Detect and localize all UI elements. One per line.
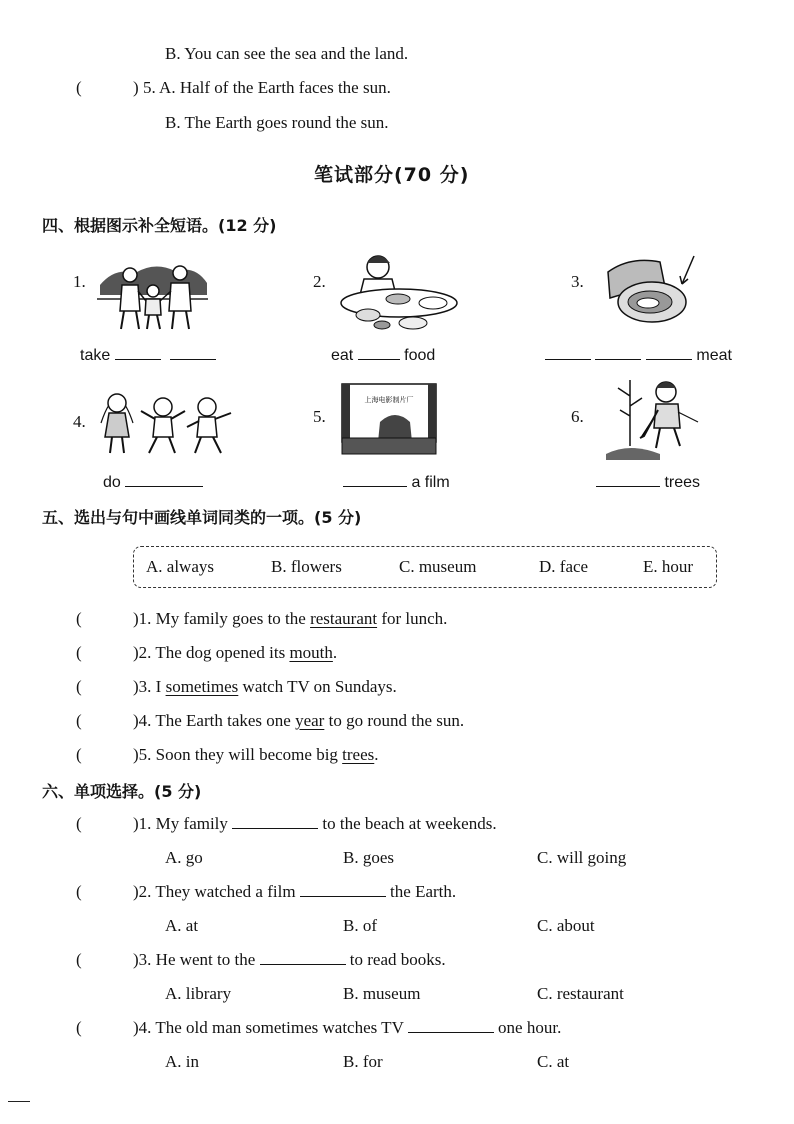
choice-question-3 [133,950,446,970]
item-number: 3. [571,272,584,291]
answer-paren-open: ( [76,643,82,662]
answer-blank[interactable] [408,1018,494,1033]
question-text: the Earth. [385,882,457,901]
question-text: )1. My family [133,814,233,833]
choice-question-2 [133,882,456,902]
item-number: 4. [73,412,86,431]
q5-option-a: 5. A. Half of the Earth faces the sun. [143,78,391,97]
section5-title: 五、选出与句中画线单词同类的一项。(5 分) [42,508,362,527]
phrase-word: trees [664,474,701,491]
cinema-picture [340,382,440,457]
choice-a: A. go [165,848,203,867]
question-text: watch TV on Sundays. [238,677,397,696]
question-text: )2. They watched a film [133,882,300,901]
phrase-4 [103,472,203,492]
choice-b: B. for [343,1052,383,1071]
phrase-3 [545,345,732,365]
answer-blank[interactable] [343,472,407,487]
question-text: )3. I [133,677,166,696]
choice-a: A. at [165,916,199,935]
answer-paren-open: ( [76,1018,82,1037]
phrase-word: food [404,347,436,364]
question-text: )5. Soon they will become big [133,745,343,764]
choice-b: B. of [343,916,377,935]
q5-option-b: B. The Earth goes round the sun. [165,113,389,132]
answer-blank[interactable] [232,814,318,829]
morning-exercises-picture [95,383,235,458]
item-number: 5. [313,407,326,426]
question-text: one hour. [493,1018,562,1037]
option-e: E. hour [643,557,694,576]
meat-picture [600,252,700,330]
question-text: )3. He went to the [133,950,260,969]
phrase-word: take [80,347,111,364]
underlined-word: trees [342,745,375,764]
family-walk-picture [95,255,210,333]
choice-b: B. goes [343,848,394,867]
phrase-word: eat [331,347,354,364]
film-studio-sign: 上海电影制片厂 [364,396,414,404]
question-text: )4. The old man sometimes watches TV [133,1018,408,1037]
section4-title: 四、根据图示补全短语。(12 分) [42,216,277,235]
question-text: . [332,643,338,662]
answer-paren-open: ( [76,78,82,97]
answer-paren-open: ( [76,609,82,628]
choice-question-1 [133,814,497,834]
answer-blank[interactable] [115,345,161,360]
choice-c: C. restaurant [537,984,624,1003]
answer-blank[interactable] [545,345,591,360]
option-c: C. museum [399,557,477,576]
phrase-word: meat [696,347,732,364]
planting-trees-picture [600,376,700,464]
answer-paren-close: ) [133,78,139,97]
underlined-word: mouth [289,643,333,662]
answer-blank[interactable] [170,345,216,360]
answer-blank[interactable] [595,345,641,360]
question-text: . [374,745,379,764]
choice-c: C. at [537,1052,570,1071]
phrase-word: a film [411,474,450,491]
section6-title: 六、单项选择。(5 分) [42,782,202,801]
option-d: D. face [539,557,589,576]
phrase-6 [596,472,700,492]
question-text: )2. The dog opened its [133,643,290,662]
phrase-1 [80,345,216,365]
choice-c: C. will going [537,848,627,867]
classify-question-3 [133,677,397,697]
written-part-title: 笔试部分(70 分) [314,164,470,186]
question-text: to go round the sun. [324,711,465,730]
answer-blank[interactable] [125,472,203,487]
footer-rule [8,1101,30,1102]
classify-question-1 [133,609,447,629]
classify-question-5 [133,745,379,765]
eating-food-picture [338,247,460,333]
question-text: )4. The Earth takes one [133,711,296,730]
answer-blank[interactable] [358,345,400,360]
answer-paren-open: ( [76,711,82,730]
choice-a: A. library [165,984,232,1003]
phrase-word: do [103,474,121,491]
answer-blank[interactable] [596,472,660,487]
answer-paren-open: ( [76,950,82,969]
option-a: A. always [146,557,214,576]
answer-blank[interactable] [646,345,692,360]
item-number: 1. [73,272,86,291]
item-number: 2. [313,272,326,291]
choice-a: A. in [165,1052,199,1071]
q4-option-b: B. You can see the sea and the land. [165,44,409,63]
option-b: B. flowers [271,557,342,576]
question-text: for lunch. [377,609,448,628]
choice-c: C. about [537,916,595,935]
classify-question-4 [133,711,464,731]
question-text: to the beach at weekends. [318,814,497,833]
answer-paren-open: ( [76,745,82,764]
underlined-word: sometimes [165,677,239,696]
underlined-word: year [295,711,325,730]
question-text: to read books. [345,950,446,969]
answer-paren-open: ( [76,677,82,696]
choice-question-4 [133,1018,561,1038]
classify-question-2 [133,643,337,663]
question-text: )1. My family goes to the [133,609,311,628]
answer-blank[interactable] [300,882,386,897]
underlined-word: restaurant [310,609,378,628]
answer-paren-open: ( [76,882,82,901]
answer-blank[interactable] [260,950,346,965]
phrase-5 [343,472,450,492]
choice-b: B. museum [343,984,421,1003]
phrase-2 [331,345,435,365]
answer-paren-open: ( [76,814,82,833]
item-number: 6. [571,407,584,426]
